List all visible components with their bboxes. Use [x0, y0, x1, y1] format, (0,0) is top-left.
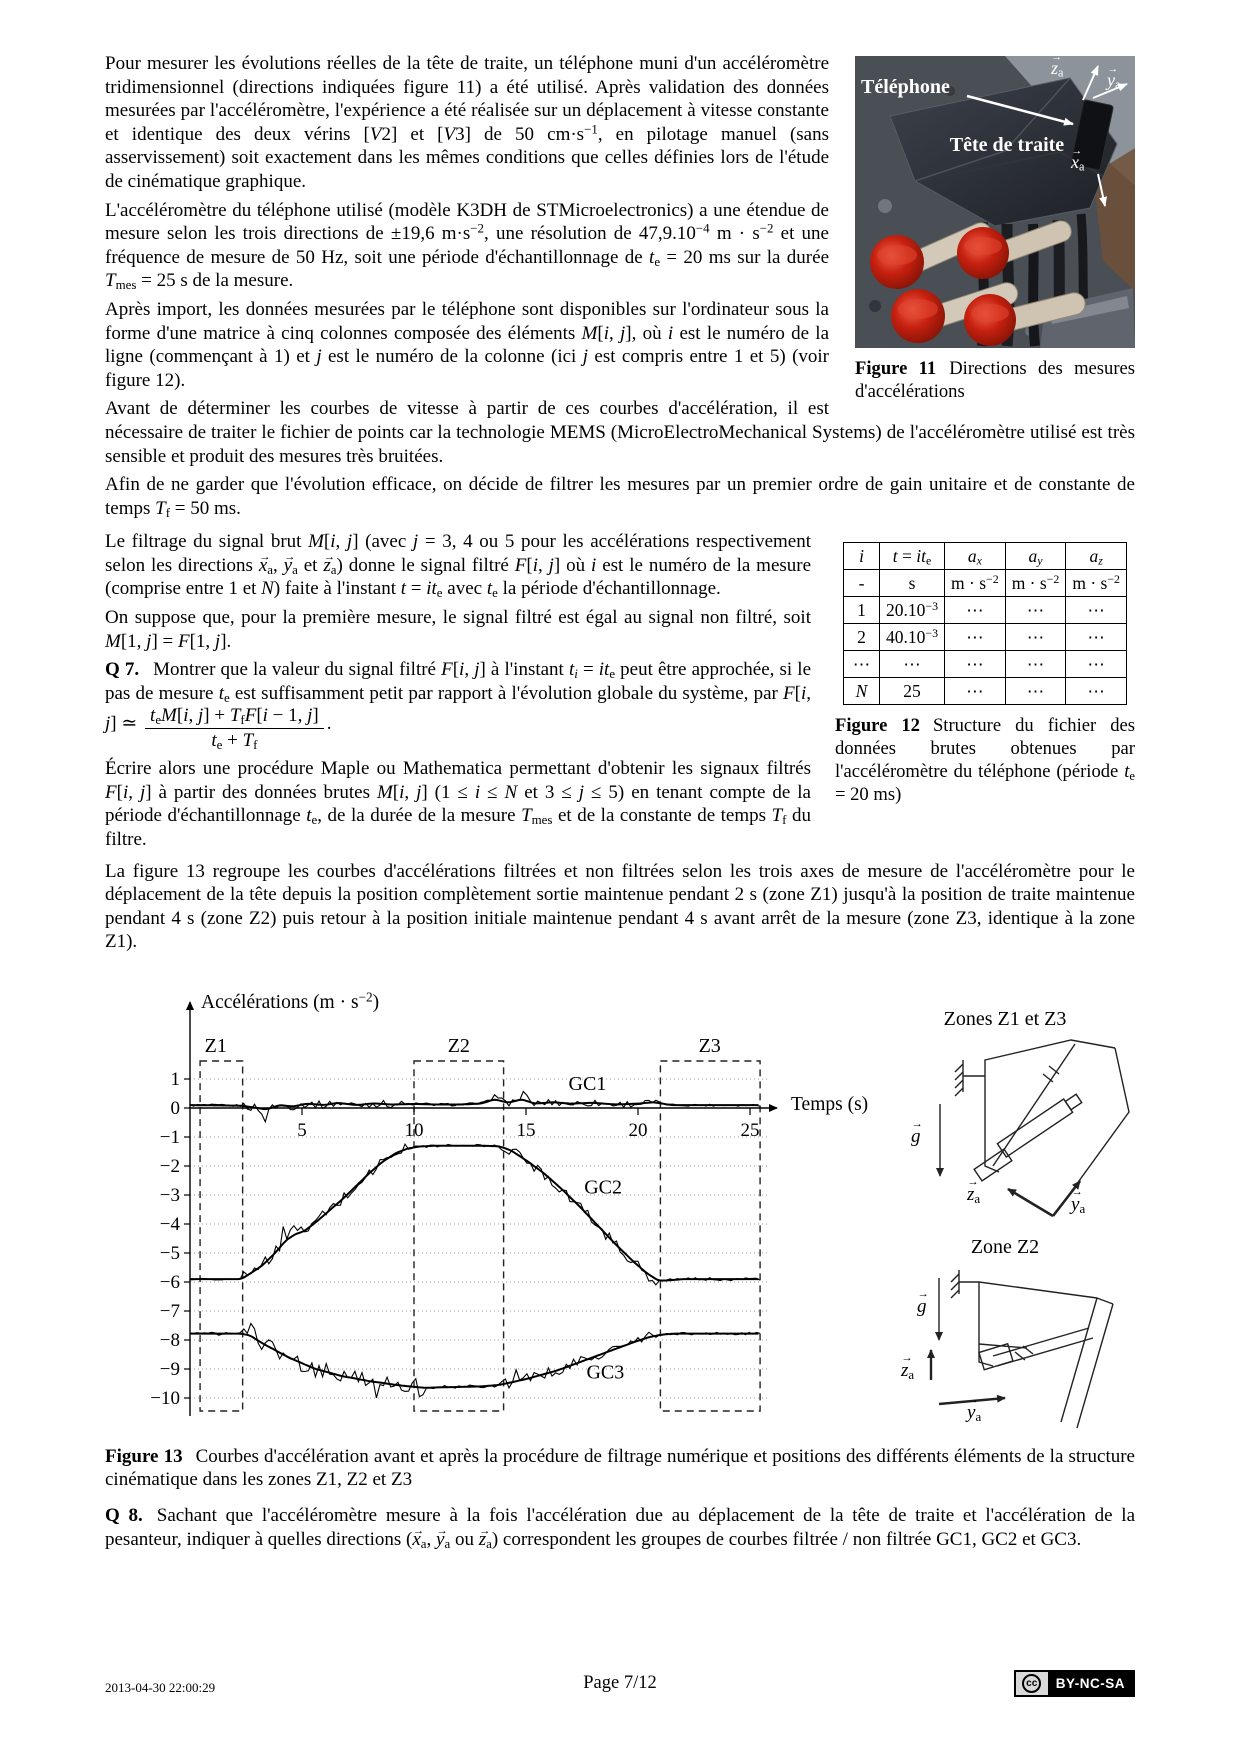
milking-head-photo-art: [855, 56, 1135, 348]
y-tick-label: −1: [159, 1126, 180, 1148]
table-cell: ⋯: [880, 651, 945, 678]
photo-label-xa-axis: $x \to_a$: [1071, 152, 1084, 173]
table-cell: $m \cdot s^{-2}$: [1005, 570, 1066, 597]
y-tick-label: −9: [159, 1358, 180, 1380]
filtered-curve-GC3: [190, 1333, 759, 1387]
zone-label-Z2: Z2: [447, 1034, 470, 1057]
zone-label-Z1: Z1: [204, 1034, 227, 1057]
paragraph-8: Écrire alors une procédure Maple ou Mathematica permettant d'obtenir les signaux filtrés F[i, j] à partir des données brutes M[i, j] (1 ≤ i ≤ N et 3 ≤ j ≤ 5) en tenant compte de la période d'échantillonnage $t_e$, de la durée de la mesure $T_{mes}$ et de la constante de temps $T_f$ du filtre.: [105, 758, 811, 850]
paragraph-7: On suppose que, pour la première mesure, le signal filtré est égal au signal non filtré, soit M[1, j] = F[1, j].: [105, 607, 811, 652]
table-cell: -: [844, 570, 880, 597]
paragraph-9: La figure 13 regroupe les courbes d'accélérations filtrées et non filtrées selon les trois axes de mesure de l'accéléromètre pour le déplacement de la tête depuis la position complètement sortie maintenue pendant 2 s (zone Z1) jusqu'à la position de traite maintenue pendant 4 s (zone Z2) puis retour à la position initiale maintenue pendant 4 s avant arrêt de la mesure (zone Z3, identique à la zone Z1).: [105, 860, 1135, 953]
table-cell: 1: [844, 597, 880, 624]
x-tick-label: 20: [628, 1119, 648, 1141]
table-cell: ⋯: [1005, 597, 1066, 624]
diagram2-gravity-vector-label: g →: [917, 1296, 927, 1318]
page-footer: [105, 1668, 1135, 1708]
table-header-row: [844, 543, 1127, 570]
table-cell: ⋯: [1066, 651, 1127, 678]
y-tick-label: 1: [170, 1068, 180, 1090]
chart-x-axis-label: Temps (s): [791, 1093, 869, 1115]
diagram1-gravity-vector-label: g →: [911, 1126, 921, 1148]
paragraph-6: Le filtrage du signal brut M[i, j] (avec j = 3, 4 ou 5 pour les accélérations respectivement selon les directions $x \to_a$, $y \to_a$ et $z \to_a$) donne le signal filtré F[i, j] où i est le numéro de la mesure (comprise entre 1 et N) faite à l'instant $t = it_e$ avec $t_e$ la période d'échantillonnage.: [105, 530, 1135, 601]
y-tick-label: −10: [150, 1387, 180, 1409]
table-row: [844, 624, 1127, 651]
photo-label-za-axis: $z \to_a$: [1051, 58, 1063, 79]
table-row: [844, 678, 1127, 705]
curve-label-GC2: GC2: [584, 1176, 623, 1199]
table-cell: 25: [880, 678, 945, 705]
table-cell: $a_x$: [945, 543, 1006, 570]
photo-label-ya-axis: $y \to_a$: [1107, 70, 1120, 91]
y-tick-label: 0: [170, 1097, 180, 1119]
table-row: [844, 597, 1127, 624]
table-units-row: [844, 570, 1127, 597]
figure-11-photo: [855, 56, 1135, 348]
curve-label-GC1: GC1: [568, 1072, 607, 1095]
table-cell: s: [880, 570, 945, 597]
diagram-z2-sketch: [875, 1264, 1135, 1432]
table-cell: ⋯: [1066, 597, 1127, 624]
table-cell: $40.10^{-3}$: [880, 624, 945, 651]
table-cell: ⋯: [1066, 678, 1127, 705]
figure-11: [855, 56, 1135, 403]
y-tick-label: −8: [159, 1329, 180, 1351]
figure-12-caption: Figure 12 Structure du fichier des données brutes obtenues par l'accéléromètre du téléphone (période $t_e = 20$ ms): [835, 715, 1136, 806]
raw-curve-GC2: [190, 1144, 760, 1285]
table-cell: ⋯: [945, 597, 1006, 624]
figure-12-table: [843, 542, 1127, 705]
table-cell: ⋯: [1066, 624, 1127, 651]
diagram1-za-axis-label: $z \to_a$: [967, 1184, 980, 1206]
figure-13: [105, 988, 1135, 1435]
table-cell: $a_z$: [1066, 543, 1127, 570]
zone-label-Z3: Z3: [698, 1034, 721, 1057]
cc-license-badge: [1014, 1670, 1135, 1697]
paragraph-3: Après import, les données mesurées par le téléphone sont disponibles sur l'ordinateur sous la forme d'une matrice à cinq colonnes composée des éléments M[i, j], où i est le numéro de la ligne (commençant à 1) et j est le numéro de la colonne (ici j est compris entre 1 et 5) (voir figure 12).: [105, 298, 830, 391]
table-cell: N: [844, 678, 880, 705]
y-tick-label: −6: [159, 1271, 180, 1293]
photo-label-telephone: Téléphone: [861, 76, 950, 98]
cc-logo-icon: cc: [1016, 1672, 1048, 1695]
figure-11-caption: Figure 11 Directions des mesures d'accélérations: [855, 358, 1135, 402]
x-tick-label: 10: [404, 1119, 424, 1141]
table-cell: $a_y$: [1005, 543, 1066, 570]
table-cell: ⋯: [1005, 624, 1066, 651]
position-diagrams: [875, 988, 1135, 1435]
figure-13-caption: Figure 13 Courbes d'accélération avant et après la procédure de filtrage numérique et positions des différents éléments de la structure cinématique dans les zones Z1, Z2 et Z3: [105, 1445, 1135, 1491]
y-tick-label: −5: [159, 1242, 180, 1264]
question-7-label: Q 7.: [105, 659, 140, 681]
table-cell: i: [844, 543, 880, 570]
table-cell: ⋯: [945, 624, 1006, 651]
footer-datetime: 2013-04-30 22:00:29: [105, 1680, 216, 1695]
table-cell: ⋯: [945, 678, 1006, 705]
zone-box-Z3: [660, 1061, 760, 1411]
y-tick-label: −3: [159, 1184, 180, 1206]
y-tick-label: −2: [159, 1155, 180, 1177]
question-8: [105, 1504, 1135, 1551]
diagram-z2-title: Zone Z2: [970, 1235, 1040, 1258]
x-tick-label: 5: [297, 1119, 307, 1141]
question-8-text: Sachant que l'accéléromètre mesure à la fois l'accélération due au déplacement de la tête de traite et l'accélération de la pesanteur, indiquer à quelles directions ($x \to_a$, $y \to_a$ ou $z \to_a$) correspondent les groupes de courbes filtrée / non filtrée GC1, GC2 et GC3.: [105, 1505, 1135, 1550]
diagram1-ya-axis-label: $y \to_a$: [1071, 1194, 1085, 1216]
x-tick-label: 15: [516, 1119, 536, 1141]
table-cell: $t = it_e$: [880, 543, 945, 570]
acceleration-chart: [105, 988, 865, 1435]
table-row: [844, 651, 1127, 678]
table-cell: ⋯: [1005, 678, 1066, 705]
paragraph-2: L'accéléromètre du téléphone utilisé (modèle K3DH de STMicroelectronics) a une étendue de mesure selon les trois directions de ±19,6 $m\cdot s^{-2}$, une résolution de $47,9.10^{-4}$ $m \cdot s^{-2}$ et une fréquence de mesure de 50 Hz, soit une période d'échantillonnage de $t_e = 20$ ms sur la durée $T_{mes} = 25$ s de la mesure.: [105, 199, 829, 293]
table-cell: ⋯: [844, 651, 880, 678]
diagram2-ya-axis-label: $y \to_a$: [967, 1402, 981, 1424]
paragraph-4: Avant de déterminer les courbes de vitesse à partir de ces courbes d'accélération, il est nécessaire de traiter le fichier de points car la technologie MEMS (MicroElectroMechanical Systems) de l'accéléromètre utilisé est très sensible et produit des mesures très bruitées.: [105, 398, 1135, 467]
table-cell: ⋯: [1005, 651, 1066, 678]
diagram-z1-z3-title: Zones Z1 et Z3: [943, 1007, 1067, 1030]
curve-label-GC3: GC3: [586, 1361, 625, 1384]
zone-box-Z1: [200, 1061, 243, 1411]
table-cell: $m \cdot s^{-2}$: [945, 570, 1006, 597]
diagram2-za-axis-label: $z \to_a$: [901, 1360, 914, 1382]
question-7-text: Montrer que la valeur du signal filtré F[i, j] à l'instant $t_i = it_e$ peut être approchée, si le pas de mesure $t_e$ est suffisamment petit par rapport à l'évolution globale du système, par F[i, j] ≃ $\frac{t_eM[i, j] + T_fF[i - 1, j]}{t_e + T_f}$ .: [105, 659, 811, 753]
figure-12: [835, 542, 1135, 806]
y-tick-label: −4: [159, 1213, 180, 1235]
cc-license-text: BY-NC-SA: [1055, 1676, 1125, 1691]
x-tick-label: 25: [740, 1119, 760, 1141]
y-tick-label: −7: [159, 1300, 180, 1322]
paragraph-5: Afin de ne garder que l'évolution efficace, on décide de filtrer les mesures par un premier ordre de gain unitaire et de constante de temps $T_f = 50$ ms.: [105, 474, 1135, 520]
table-cell: $20.10^{-3}$: [880, 597, 945, 624]
question-8-label: Q 8.: [105, 1505, 143, 1527]
zone-box-Z2: [414, 1061, 504, 1411]
table-cell: $m \cdot s^{-2}$: [1066, 570, 1127, 597]
photo-label-tete-de-traite: Tête de traite: [949, 134, 1065, 156]
chart-y-axis-label: Accélérations $(m \cdot s^{-2})$: [201, 989, 380, 1013]
footer-page-number: Page 7/12: [583, 1673, 657, 1693]
paragraph-1: Pour mesurer les évolutions réelles de la tête de traite, un téléphone muni d'un accéléromètre tridimensionnel (directions indiquées figure 11) a été utilisé. Après validation des données mesurées par l'accéléromètre, l'expérience a été réalisée sur un déplacement à vitesse constante et identique des deux vérins [V2] et [V3] de 50 $cm\cdot s^{-1}$, en pilotage manuel (sans asservissement) soit exactement dans les mêmes conditions que celles définies lors de l'étude de cinématique graphique.: [105, 53, 830, 192]
table-cell: ⋯: [945, 651, 1006, 678]
table-cell: 2: [844, 624, 880, 651]
